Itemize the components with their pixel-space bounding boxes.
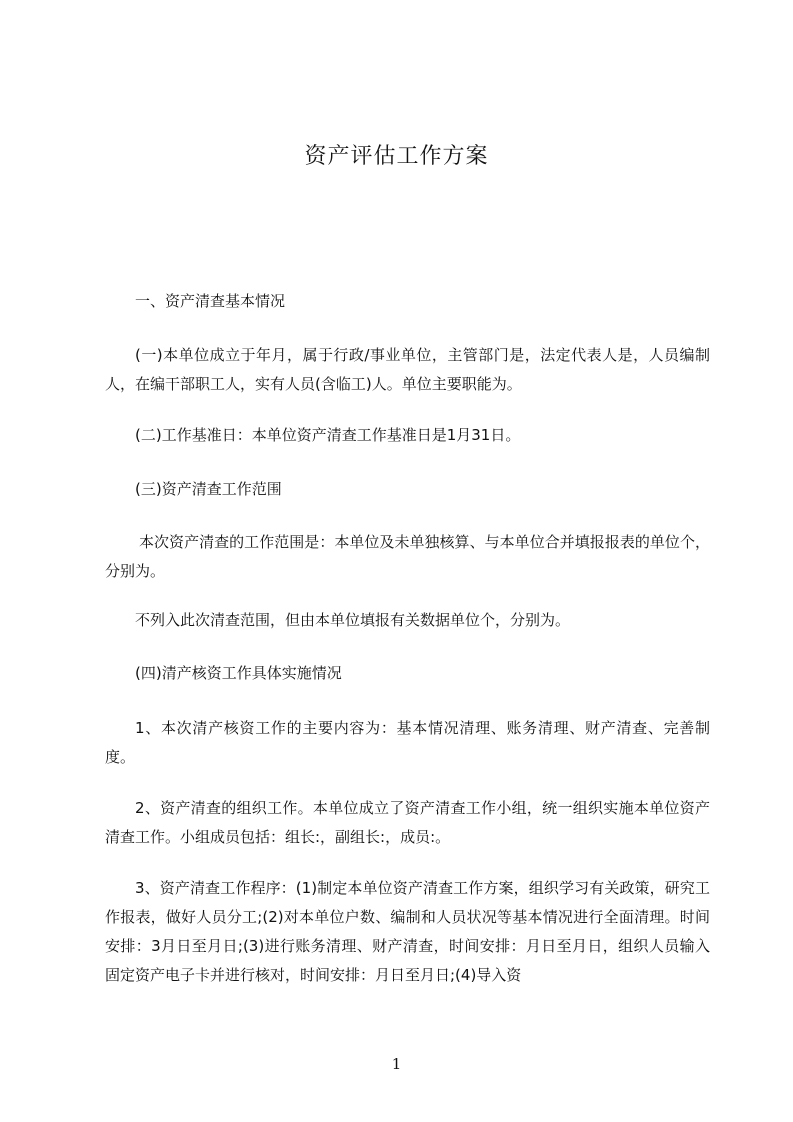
section-heading-1: 一、资产清查基本情况	[135, 292, 286, 310]
paragraph-organization: 2、资产清查的组织工作。本单位成立了资产清查工作小组，统一组织实施本单位资产清查工作。小组成员包括：组长:，副组长:，成员:。	[105, 799, 710, 846]
paragraph-excluded: 不列入此次清查范围，但由本单位填报有关数据单位个，分别为。	[135, 611, 571, 629]
paragraph-base-date: (二)工作基准日：本单位资产清查工作基准日是1月31日。	[135, 426, 521, 444]
paragraph-scope-heading: (三)资产清查工作范围	[135, 480, 282, 498]
paragraph-implementation-heading: (四)清产核资工作具体实施情况	[135, 664, 342, 682]
paragraph-main-content: 1、本次清产核资工作的主要内容为：基本情况清理、账务清理、财产清查、完善制度。	[105, 719, 710, 766]
document-title: 资产评估工作方案	[304, 144, 489, 169]
paragraph-scope: 本次资产清查的工作范围是：本单位及未单独核算、与本单位合并填报报表的单位个，分别为。	[105, 533, 710, 580]
page-number: 1	[391, 1055, 402, 1073]
paragraph-basic-info: (一)本单位成立于年月，属于行政/事业单位，主管部门是，法定代表人是，人员编制人，在编干部职工人，实有人员(含临工)人。单位主要职能为。	[105, 346, 710, 393]
paragraph-procedure: 3、资产清查工作程序：(1)制定本单位资产清查工作方案，组织学习有关政策，研究工作报表，做好人员分工;(2)对本单位户数、编制和人员状况等基本情况进行全面清理。时间安排：3月日至月日;(3)进行账务清理、财产清查，时间安排：月日至月日，组织人员输入固定资产电子卡并进行核对，时间安排：月日至月日;(4)导入资	[105, 879, 710, 984]
